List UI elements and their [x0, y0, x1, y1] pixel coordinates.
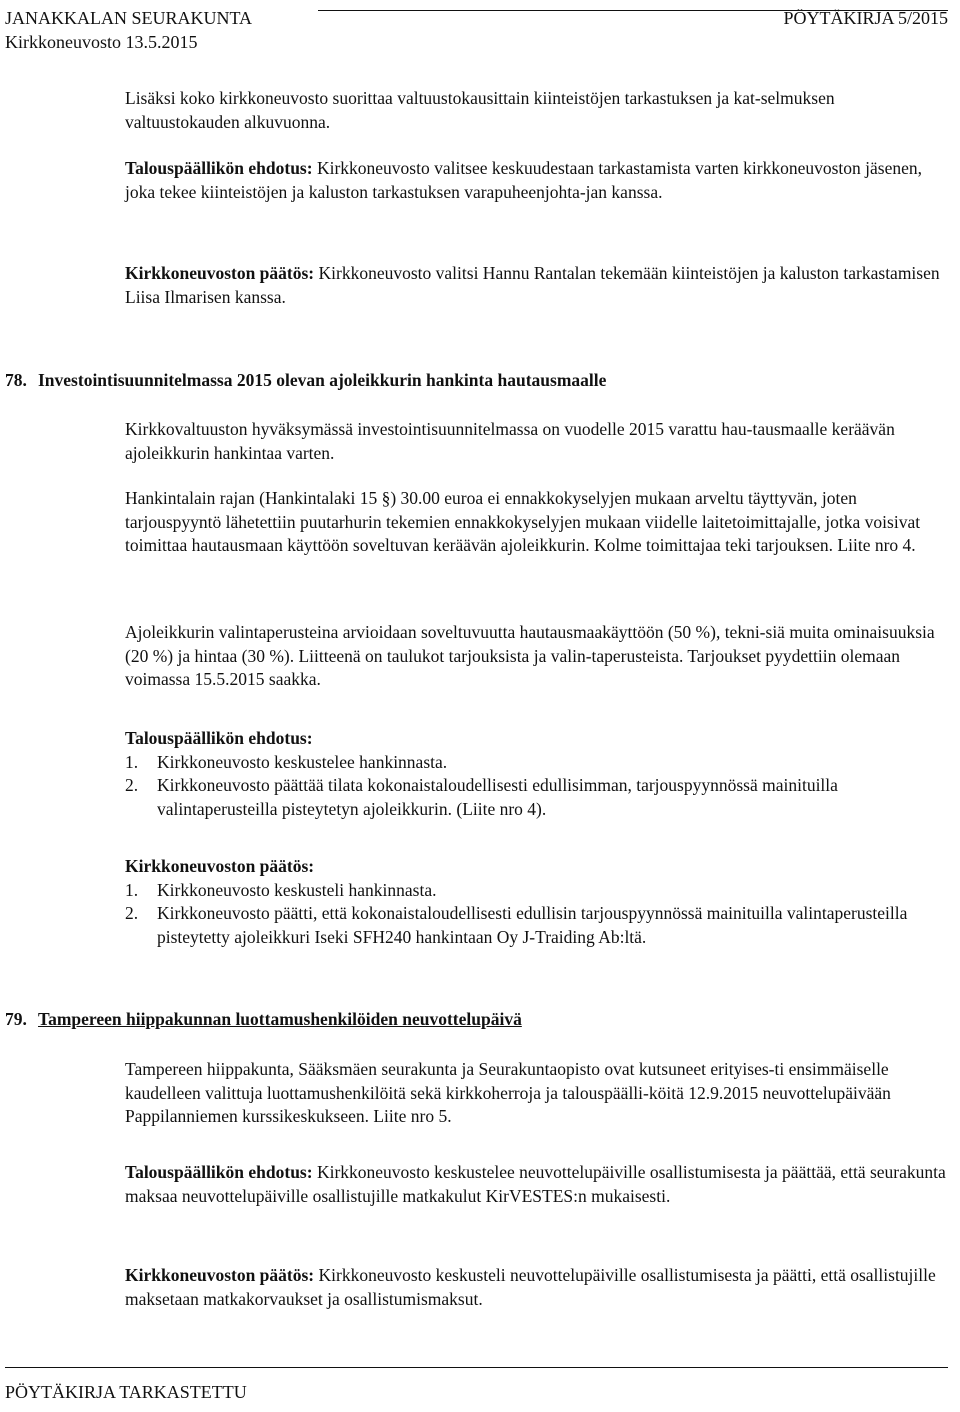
section-title: Tampereen hiippakunnan luottamushenkilöiden neuvottelupäivä	[38, 1009, 522, 1029]
intro-proposal	[125, 157, 951, 204]
section-78-decision	[125, 855, 951, 949]
section-79-decision	[125, 1264, 951, 1311]
section-79-proposal	[125, 1161, 951, 1208]
list-item: 1. Kirkkoneuvosto keskustelee hankinnasta.	[125, 751, 448, 772]
decision-list	[125, 879, 951, 950]
proposal-text: Kirkkoneuvosto valitsee keskuudestaan tarkastamista varten kirkkoneuvoston jäsenen, joka tekee kiinteistöjen ja kaluston tarkastuksen varapuheenjohta-jan kanssa.	[125, 158, 922, 202]
page-header	[5, 6, 948, 54]
section-number: 78.	[5, 370, 27, 390]
list-item: 1. Kirkkoneuvosto keskusteli hankinnasta.	[125, 879, 437, 900]
section-78-proposal	[125, 727, 951, 821]
proposal-label: Talouspäällikön ehdotus:	[125, 158, 313, 178]
section-78-paragraph-3: Ajoleikkurin valintaperusteina arvioidaan soveltuvuutta hautausmaakäyttöön (50 %), tekni-siä muita ominaisuuksia (20 %) ja hintaa (30 %). Liitteenä on taulukot tarjouksista ja valin-taperusteista. Tarjoukset pyydettiin olemaan voimassa 15.5.2015 saakka.	[125, 622, 935, 689]
list-item: 2. Kirkkoneuvosto päätti, että kokonaistaloudellisesti edullisin tarjouspyynnössä mainituilla valintaperusteilla pisteytetty ajoleikkuri Iseki SFH240 hankintaan Oy J-Traiding Ab:ltä.	[125, 903, 908, 947]
section-78-heading	[5, 368, 606, 392]
decision-text: Kirkkoneuvosto keskusteli neuvottelupäiville osallistumisesta ja päätti, että osallistujille maksetaan matkakorvaukset ja osallistumismaksut.	[125, 1265, 936, 1309]
footer-text: PÖYTÄKIRJA TARKASTETTU	[5, 1382, 247, 1402]
document-number: PÖYTÄKIRJA 5/2015	[783, 8, 948, 28]
decision-label: Kirkkoneuvoston päätös:	[125, 856, 315, 876]
section-79-paragraph-1: Tampereen hiippakunta, Sääksmäen seurakunta ja Seurakuntaopisto ovat kutsuneet erityises-ti ensimmäiselle kaudelleen valittuja luottamushenkilöitä sekä kirkkoherroja ja talouspäälli-köitä 12.9.2015 neuvottelupäivään Pappilanniemen kurssikeskukseen. Liite nro 5.	[125, 1059, 891, 1126]
meeting-date: Kirkkoneuvosto 13.5.2015	[5, 32, 198, 52]
decision-text: Kirkkoneuvosto valitsi Hannu Rantalan tekemään kiinteistöjen ja kaluston tarkastamisen Liisa Ilmarisen kanssa.	[125, 263, 940, 307]
intro-text: Lisäksi koko kirkkoneuvosto suorittaa valtuustokausittain kiinteistöjen tarkastuksen ja kat-selmuksen valtuustokauden alkuvuonna.	[125, 88, 835, 132]
section-79-heading	[5, 1007, 522, 1031]
footer-rule	[5, 1367, 948, 1368]
section-78-paragraph-2: Hankintalain rajan (Hankintalaki 15 §) 30.00 euroa ei ennakkokyselyjen mukaan arveltu täyttyvän, joten tarjouspyyntö lähetettiin puutarhurin tekemien ennakkokyselyjen mukaan viidelle laitetoimittajalle, jotka voisivat toimittaa hautausmaan käyttöön soveltuvan keräävän ajoleikkurin. Kolme toimittajaa teki tarjouksen. Liite nro 4.	[125, 488, 921, 555]
header-rule	[318, 10, 948, 11]
organization-name: JANAKKALAN SEURAKUNTA	[5, 8, 253, 28]
list-item: 2. Kirkkoneuvosto päättää tilata kokonaistaloudellisesti edullisimman, tarjouspyynnössä mainituilla valintaperusteilla pisteytetyn ajoleikkurin. (Liite nro 4).	[125, 775, 838, 819]
decision-label: Kirkkoneuvoston päätös:	[125, 1265, 315, 1285]
proposal-text: Kirkkoneuvosto keskustelee neuvottelupäiville osallistumisesta ja päättää, että seurakunta maksaa neuvottelupäiville osallistujille matkakulut KirVESTES:n mukaisesti.	[125, 1162, 946, 1206]
section-number: 79.	[5, 1009, 27, 1029]
proposal-label: Talouspäällikön ehdotus:	[125, 1162, 313, 1182]
proposal-list	[125, 751, 951, 822]
decision-label: Kirkkoneuvoston päätös:	[125, 263, 315, 283]
section-title: Investointisuunnitelmassa 2015 olevan ajoleikkurin hankinta hautausmaalle	[38, 370, 607, 390]
section-78-paragraph-1: Kirkkovaltuuston hyväksymässä investointisuunnitelmassa on vuodelle 2015 varattu hau-tausmaalle keräävän ajoleikkurin hankintaa varten.	[125, 419, 895, 463]
intro-paragraph	[125, 87, 951, 134]
intro-decision	[125, 262, 951, 309]
proposal-label: Talouspäällikön ehdotus:	[125, 728, 313, 748]
